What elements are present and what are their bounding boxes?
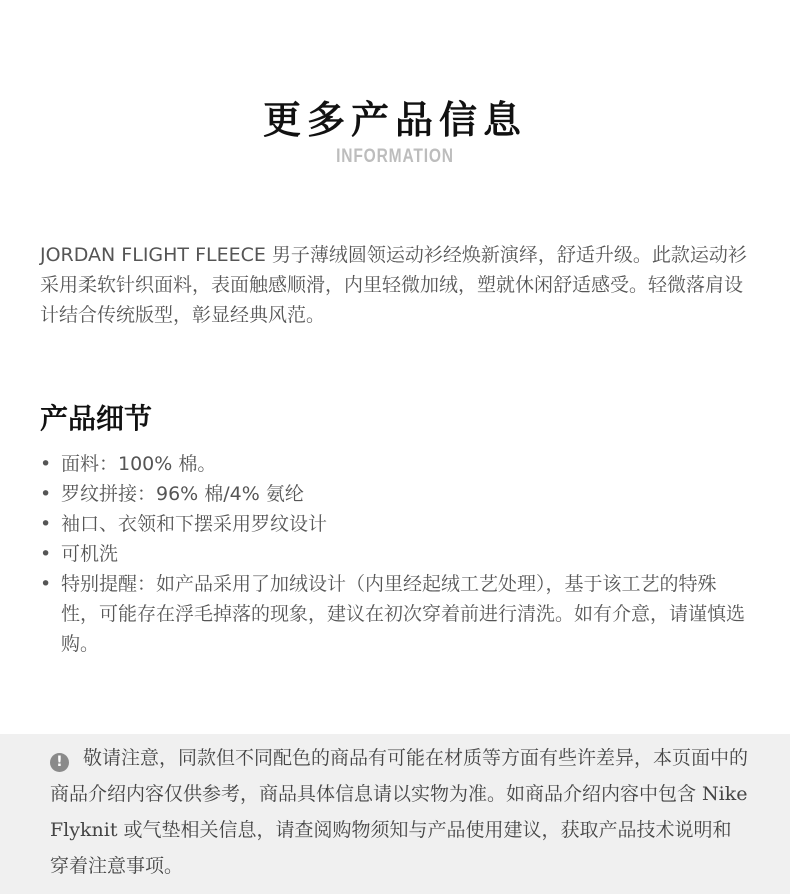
bullet-icon: • <box>40 573 52 595</box>
notice-box <box>0 734 790 894</box>
page-subtitle: INFORMATION <box>336 146 454 167</box>
list-item-text: 特别提醒：如产品采用了加绒设计（内里经起绒工艺处理），基于该工艺的特殊性，可能存在浮毛掉落的现象，建议在初次穿着前进行清洗。如有介意，请谨慎选购。 <box>61 573 746 655</box>
list-item-text: 可机洗 <box>61 543 119 565</box>
page-title: 更多产品信息 <box>262 98 527 142</box>
bullet-icon: • <box>40 453 52 475</box>
section-header <box>0 96 790 168</box>
list-item <box>40 509 750 539</box>
list-item-text: 罗纹拼接：96% 棉/4% 氨纶 <box>61 483 304 505</box>
list-item-text: 袖口、衣领和下摆采用罗纹设计 <box>61 513 328 535</box>
list-item <box>40 479 750 509</box>
bullet-icon: • <box>40 483 52 505</box>
list-item <box>40 539 750 569</box>
list-item <box>40 449 750 479</box>
notice-text: 敬请注意，同款但不同配色的商品有可能在材质等方面有些许差异，本页面中的商品介绍内容仅供参考，商品具体信息请以实物为准。如商品介绍内容中包含 Nike Flyknit 或气垫相关信息，请查阅购物须知与产品使用建议，获取产品技术说明和穿着注意事项。 <box>50 747 749 877</box>
details-heading: 产品细节 <box>40 402 153 435</box>
list-item-text: 面料：100% 棉。 <box>61 453 217 475</box>
exclamation-circle-icon: ! <box>50 753 69 772</box>
list-item <box>40 569 750 659</box>
bullet-icon: • <box>40 543 52 565</box>
bullet-icon: • <box>40 513 52 535</box>
details-list <box>40 449 750 659</box>
notice-paragraph <box>50 740 750 884</box>
product-description: JORDAN FLIGHT FLEECE 男子薄绒圆领运动衫经焕新演绎，舒适升级。此款运动衫采用柔软针织面料，表面触感顺滑，内里轻微加绒，塑就休闲舒适感受。轻微落肩设计结合传统版型，彰显经典风范。 <box>40 244 747 326</box>
